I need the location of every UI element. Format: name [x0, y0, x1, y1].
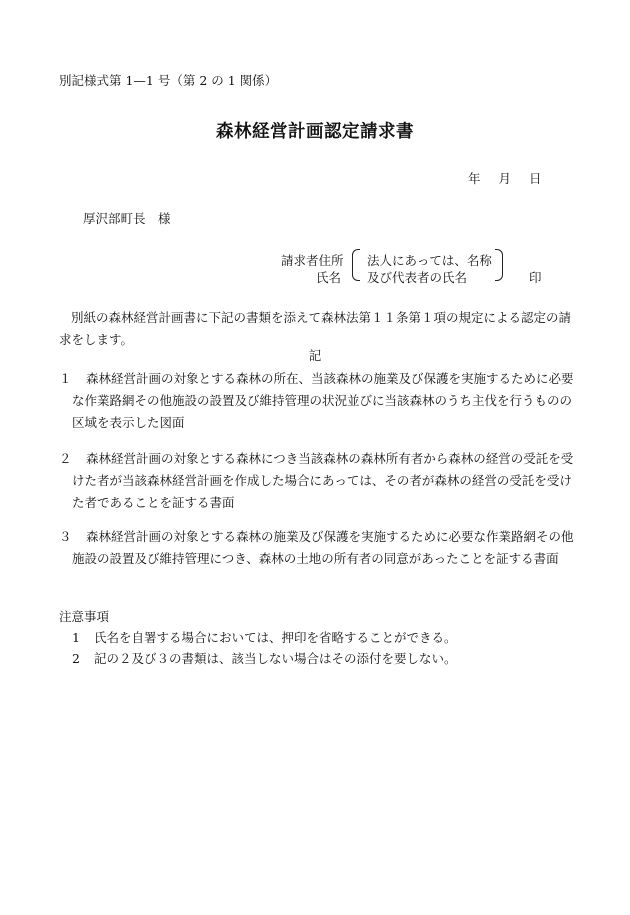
- note-number: 2: [72, 651, 80, 666]
- requester-name-label: 氏名: [316, 270, 342, 285]
- ki-heading: 記: [308, 348, 322, 363]
- date-line: [468, 169, 556, 187]
- addressee: 厚沢部町長 様: [83, 211, 171, 226]
- note-item: [72, 649, 457, 667]
- note-item: [72, 628, 457, 646]
- bracket-right: [495, 249, 503, 281]
- date-day: 日: [529, 171, 542, 186]
- note-text: 記の２及び３の書類は、該当しない場合はその添付を要しない。: [94, 651, 457, 666]
- list-item: [59, 526, 574, 570]
- item-number: ２: [59, 451, 72, 466]
- date-month: 月: [498, 171, 512, 186]
- item-number: １: [59, 371, 72, 386]
- document-title: 森林経営計画認定請求書: [216, 122, 414, 142]
- date-year: 年: [468, 171, 481, 186]
- bracket-note-line2: 及び代表者の氏名: [367, 270, 468, 285]
- note-number: 1: [72, 630, 80, 645]
- item-text: 森林経営計画の対象とする森林の所在、当該森林の施業及び保護を実施するために必要な作業路網その他施設の設置及び維持管理の状況並びに当該森林のうち主伐を行うものの区域を表示した図面: [72, 371, 574, 430]
- list-item: [59, 368, 574, 434]
- bracket-left: [352, 249, 360, 281]
- list-item: [59, 448, 574, 514]
- requester-address-label: 請求者住所: [281, 253, 344, 268]
- intro-paragraph: 別紙の森林経営計画書に下記の書類を添えて森林法第１１条第１項の規定による認定の請求をします。: [59, 310, 572, 347]
- note-text: 氏名を自署する場合においては、押印を省略することができる。: [94, 630, 457, 645]
- seal-mark: 印: [529, 270, 542, 285]
- bracket-note-line1: 法人にあっては、名称: [367, 253, 492, 268]
- form-number: 別記様式第 1—1 号（第 2 の 1 関係）: [59, 73, 278, 88]
- item-number: ３: [59, 529, 72, 544]
- item-text: 森林経営計画の対象とする森林につき当該森林の森林所有者から森林の経営の受託を受けた者が当該森林経営計画を作成した場合にあっては、その者が森林の経営の受託を受けた者であることを証する書面: [72, 451, 574, 510]
- item-text: 森林経営計画の対象とする森林の施業及び保護を実施するために必要な作業路網その他施設の設置及び維持管理につき、森林の土地の所有者の同意があったことを証する書面: [72, 529, 574, 566]
- notes-heading: 注意事項: [59, 609, 110, 624]
